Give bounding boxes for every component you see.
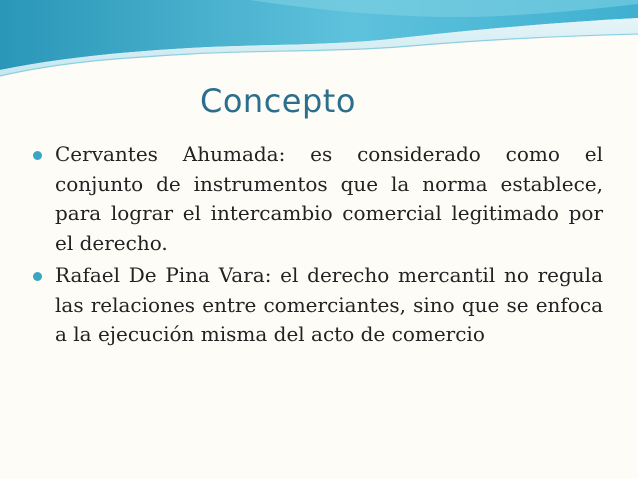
bullet-dot-icon [33, 272, 42, 281]
bullet-dot-icon [33, 151, 42, 160]
bullet-item-pina-vara [33, 261, 603, 350]
header-wave-decoration [0, 0, 638, 80]
slide-title: Concepto [200, 82, 356, 120]
bullet-text: Cervantes Ahumada: es considerado como el conjunto de instrumentos que la norma establece, para lograr el intercambio comercial legitimado por el derecho. [55, 142, 603, 255]
bullet-item-cervantes [33, 140, 603, 258]
bullet-list [33, 140, 603, 353]
bullet-text: Rafael De Pina Vara: el derecho mercantil no regula las relaciones entre comerciantes, sino que se enfoca a la ejecución misma del acto de comercio [55, 263, 603, 346]
